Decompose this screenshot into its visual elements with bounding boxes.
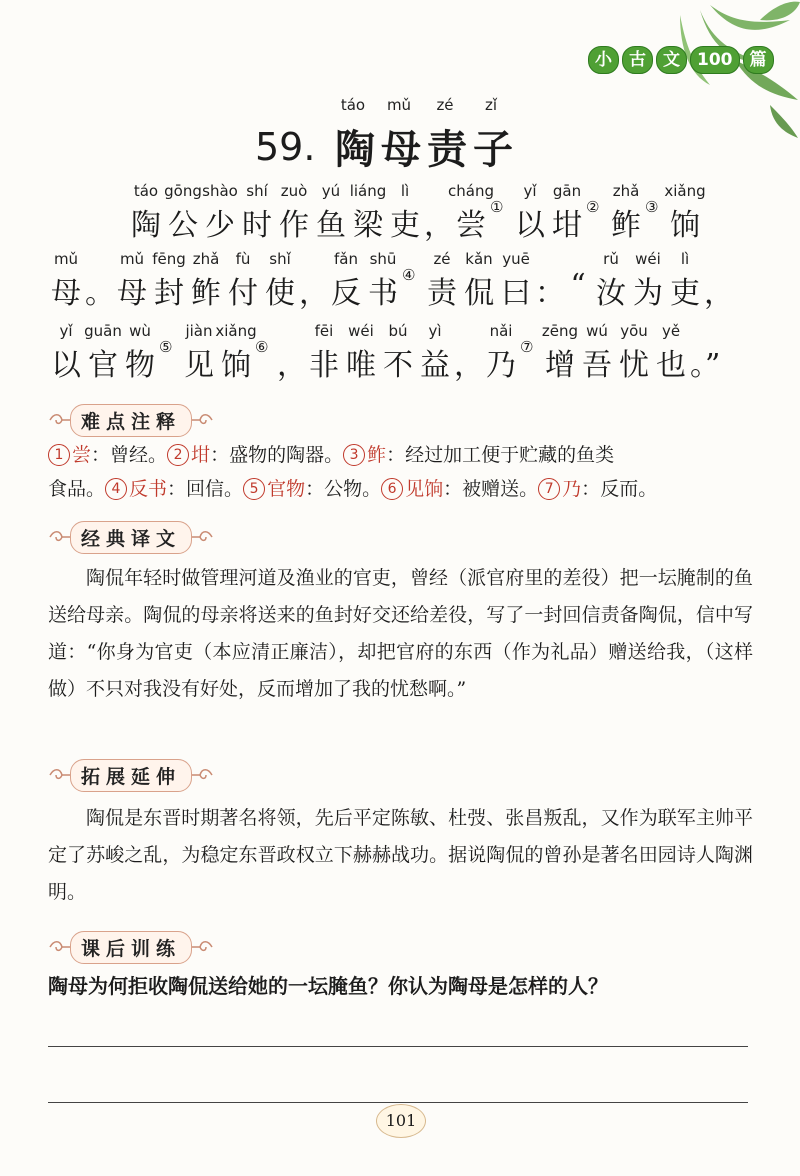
note-marker: ⑤ <box>159 338 173 356</box>
answer-line[interactable] <box>48 1046 748 1047</box>
series-badge <box>588 46 774 74</box>
text-char: 物 <box>125 348 155 383</box>
note-term: 鲊 <box>367 444 387 466</box>
pinyin: mǔ <box>119 250 145 268</box>
pinyin: táo <box>133 182 159 200</box>
text-char: ， <box>277 348 307 383</box>
extension-section-header <box>48 758 214 792</box>
pinyin: yě <box>661 322 681 340</box>
text-char: 不 <box>383 348 413 383</box>
text-char: 。” <box>690 348 721 383</box>
text-char: 付 <box>228 276 258 311</box>
pinyin: yú <box>321 182 341 200</box>
pinyin: lì <box>400 182 410 200</box>
note-definition: 公物。 <box>324 478 382 500</box>
text-char: 封 <box>154 276 184 311</box>
note-definition: 经过加工便于贮藏的鱼类 <box>405 444 615 466</box>
text-char: 公 <box>168 208 198 243</box>
pinyin: shū <box>369 250 397 268</box>
extension-body: 陶侃是东晋时期著名将领，先后平定陈敏、杜弢、张昌叛乱，又作为联军主帅平定了苏峻之乱，为稳定东晋政权立下赫赫战功。据说陶侃的曾孙是著名田园诗人陶渊明。 <box>48 807 753 903</box>
pinyin: bú <box>388 322 408 340</box>
scroll-ornament-icon <box>192 938 214 956</box>
note-definition: 被赠送。 <box>462 478 539 500</box>
text-char: 益 <box>420 348 450 383</box>
note-colon: ： <box>581 478 601 500</box>
note-number-icon: 7 <box>538 478 560 500</box>
text-char: 吏 <box>390 208 420 243</box>
scroll-ornament-icon <box>48 766 70 784</box>
pinyin: fǎn <box>334 250 358 268</box>
text-char: 尝 <box>456 208 486 243</box>
note-term: 见饷 <box>405 478 444 500</box>
text-char: 责 <box>427 276 457 311</box>
text-char: 增 <box>545 348 575 383</box>
text-char: 反 <box>331 276 361 311</box>
pinyin: zhǎ <box>192 250 220 268</box>
note-definition: 反而。 <box>600 478 658 500</box>
pinyin: liáng <box>349 182 387 200</box>
text-char: 鲊 <box>611 208 641 243</box>
text-char: 母 <box>117 276 147 311</box>
text-char: 吾 <box>582 348 612 383</box>
pinyin: kǎn <box>465 250 493 268</box>
pinyin: yōu <box>620 322 648 340</box>
pinyin: fù <box>235 250 251 268</box>
text-char: 鲊 <box>191 276 221 311</box>
title-pinyin: zǐ <box>484 96 498 114</box>
text-char: 作 <box>279 208 309 243</box>
text-char: 侃 <box>464 276 494 311</box>
pinyin: mǔ <box>53 250 79 268</box>
pinyin: jiàn <box>185 322 213 340</box>
title-char: 母 <box>381 126 421 173</box>
exercise-section-header <box>48 930 214 964</box>
pinyin: cháng <box>448 182 494 200</box>
text-char: 。 <box>85 276 115 311</box>
title-char: 责 <box>427 126 467 173</box>
exercise-question: 陶母为何拒收陶侃送给她的一坛腌鱼？你认为陶母是怎样的人？ <box>48 974 608 998</box>
note-number-icon: 4 <box>105 478 127 500</box>
note-number-icon: 1 <box>48 444 70 466</box>
pinyin: shǐ <box>269 250 291 268</box>
text-char: ： <box>535 276 565 311</box>
note-colon: ： <box>167 478 187 500</box>
text-char: 以 <box>51 348 81 383</box>
note-number-icon: 2 <box>167 444 189 466</box>
pinyin: gān <box>552 182 582 200</box>
notes-line-1 <box>48 440 614 467</box>
text-char: 汝 <box>596 276 626 311</box>
title-number: 59. <box>255 125 316 169</box>
text-char: 书 <box>368 276 398 311</box>
note-number-icon: 5 <box>243 478 265 500</box>
text-char: ， <box>704 276 734 311</box>
text-char: 陶 <box>131 208 161 243</box>
text-char: 梁 <box>353 208 383 243</box>
title-pinyin: mǔ <box>386 96 412 114</box>
note-colon: ： <box>305 478 325 500</box>
note-marker: ③ <box>645 198 659 216</box>
pinyin: guān <box>84 322 122 340</box>
note-definition: 回信。 <box>186 478 244 500</box>
note-term: 尝 <box>72 444 92 466</box>
text-char: ， <box>454 348 484 383</box>
series-badge-char: 小 <box>588 46 619 74</box>
text-char: 乃 <box>486 348 516 383</box>
pinyin: zhǎ <box>612 182 640 200</box>
text-char: 母 <box>51 276 81 311</box>
text-char: 唯 <box>346 348 376 383</box>
title-pinyin: zé <box>436 96 454 114</box>
text-char: 以 <box>515 208 545 243</box>
pinyin: yì <box>428 322 442 340</box>
extension-section-title: 拓展延伸 <box>70 759 192 792</box>
pinyin: xiǎng <box>664 182 706 200</box>
text-char: 也 <box>656 348 686 383</box>
text-char: 饷 <box>221 348 251 383</box>
title-char: 陶 <box>335 126 375 173</box>
pinyin: wù <box>129 322 151 340</box>
note-marker: ⑦ <box>520 338 534 356</box>
text-char: 少 <box>205 208 235 243</box>
pinyin: zé <box>433 250 451 268</box>
text-char: ， <box>424 208 454 243</box>
text-char: “ <box>570 268 586 303</box>
series-badge-char: 古 <box>622 46 653 74</box>
note-marker: ⑥ <box>255 338 269 356</box>
title-char: 子 <box>473 126 513 173</box>
pinyin: xiǎng <box>215 322 257 340</box>
text-char: 使 <box>265 276 295 311</box>
note-definition: 盛物的陶器。 <box>229 444 344 466</box>
text-char: 坩 <box>552 208 582 243</box>
scroll-ornament-icon <box>192 411 214 429</box>
pinyin: fēng <box>152 250 186 268</box>
note-colon: ： <box>210 444 230 466</box>
note-definition: 曾经。 <box>110 444 168 466</box>
notes-section-header <box>48 403 214 437</box>
pinyin: zuò <box>280 182 308 200</box>
text-char: 饷 <box>670 208 700 243</box>
pinyin: shào <box>202 182 238 200</box>
text-char: 见 <box>184 348 214 383</box>
note-number-icon: 6 <box>381 478 403 500</box>
translation-section-header <box>48 520 214 554</box>
note-term: 乃 <box>562 478 582 500</box>
note-term: 官物 <box>267 478 306 500</box>
text-char: 忧 <box>619 348 649 383</box>
note-colon: ： <box>386 444 406 466</box>
text-char: 为 <box>633 276 663 311</box>
pinyin: yuē <box>502 250 530 268</box>
note-number-icon: 3 <box>343 444 365 466</box>
translation-section-title: 经典译文 <box>70 521 192 554</box>
note-marker: ④ <box>402 266 416 284</box>
note-term: 坩 <box>191 444 211 466</box>
notes-line-2 <box>48 474 657 501</box>
pinyin: wú <box>586 322 608 340</box>
title-pinyin: táo <box>340 96 366 114</box>
text-char: 官 <box>88 348 118 383</box>
pinyin: rǔ <box>603 250 619 268</box>
pinyin: gōng <box>164 182 202 200</box>
text-char: ， <box>299 276 329 311</box>
pinyin: lì <box>680 250 690 268</box>
pinyin: fēi <box>314 322 334 340</box>
pinyin: yǐ <box>523 182 537 200</box>
text-char: 曰 <box>501 276 531 311</box>
note-term: 反书 <box>129 478 168 500</box>
pinyin: nǎi <box>489 322 513 340</box>
note-marker: ② <box>586 198 600 216</box>
note-colon: ： <box>443 478 463 500</box>
pinyin: zēng <box>541 322 579 340</box>
text-char: 时 <box>242 208 272 243</box>
note-colon: ： <box>91 444 111 466</box>
series-badge-char: 篇 <box>743 46 774 74</box>
scroll-ornament-icon <box>48 528 70 546</box>
exercise-section-title: 课后训练 <box>70 931 192 964</box>
pinyin: yǐ <box>59 322 73 340</box>
notes-section-title: 难点注释 <box>70 404 192 437</box>
scroll-ornament-icon <box>192 528 214 546</box>
pinyin: shí <box>246 182 268 200</box>
translation-body: 陶侃年轻时做管理河道及渔业的官吏，曾经（派官府里的差役）把一坛腌制的鱼送给母亲。陶侃的母亲将送来的鱼封好交还给差役，写了一封回信责备陶侃，信中写道：“你身为官吏（本应清正廉洁），却把官府的东西（作为礼品）赠送给我，（这样做）不只对我没有好处，反而增加了我的忧愁啊。” <box>48 567 753 700</box>
scroll-ornament-icon <box>48 938 70 956</box>
series-badge-char: 100 <box>690 46 740 74</box>
pinyin: wéi <box>635 250 661 268</box>
series-badge-char: 文 <box>656 46 687 74</box>
scroll-ornament-icon <box>48 411 70 429</box>
note-marker: ① <box>490 198 504 216</box>
page-number: 101 <box>376 1104 426 1138</box>
scroll-ornament-icon <box>192 766 214 784</box>
text-char: 吏 <box>670 276 700 311</box>
pinyin: wéi <box>348 322 374 340</box>
text-char: 鱼 <box>316 208 346 243</box>
text-char: 非 <box>309 348 339 383</box>
answer-line[interactable] <box>48 1102 748 1103</box>
note-text: 食品。 <box>48 478 106 500</box>
